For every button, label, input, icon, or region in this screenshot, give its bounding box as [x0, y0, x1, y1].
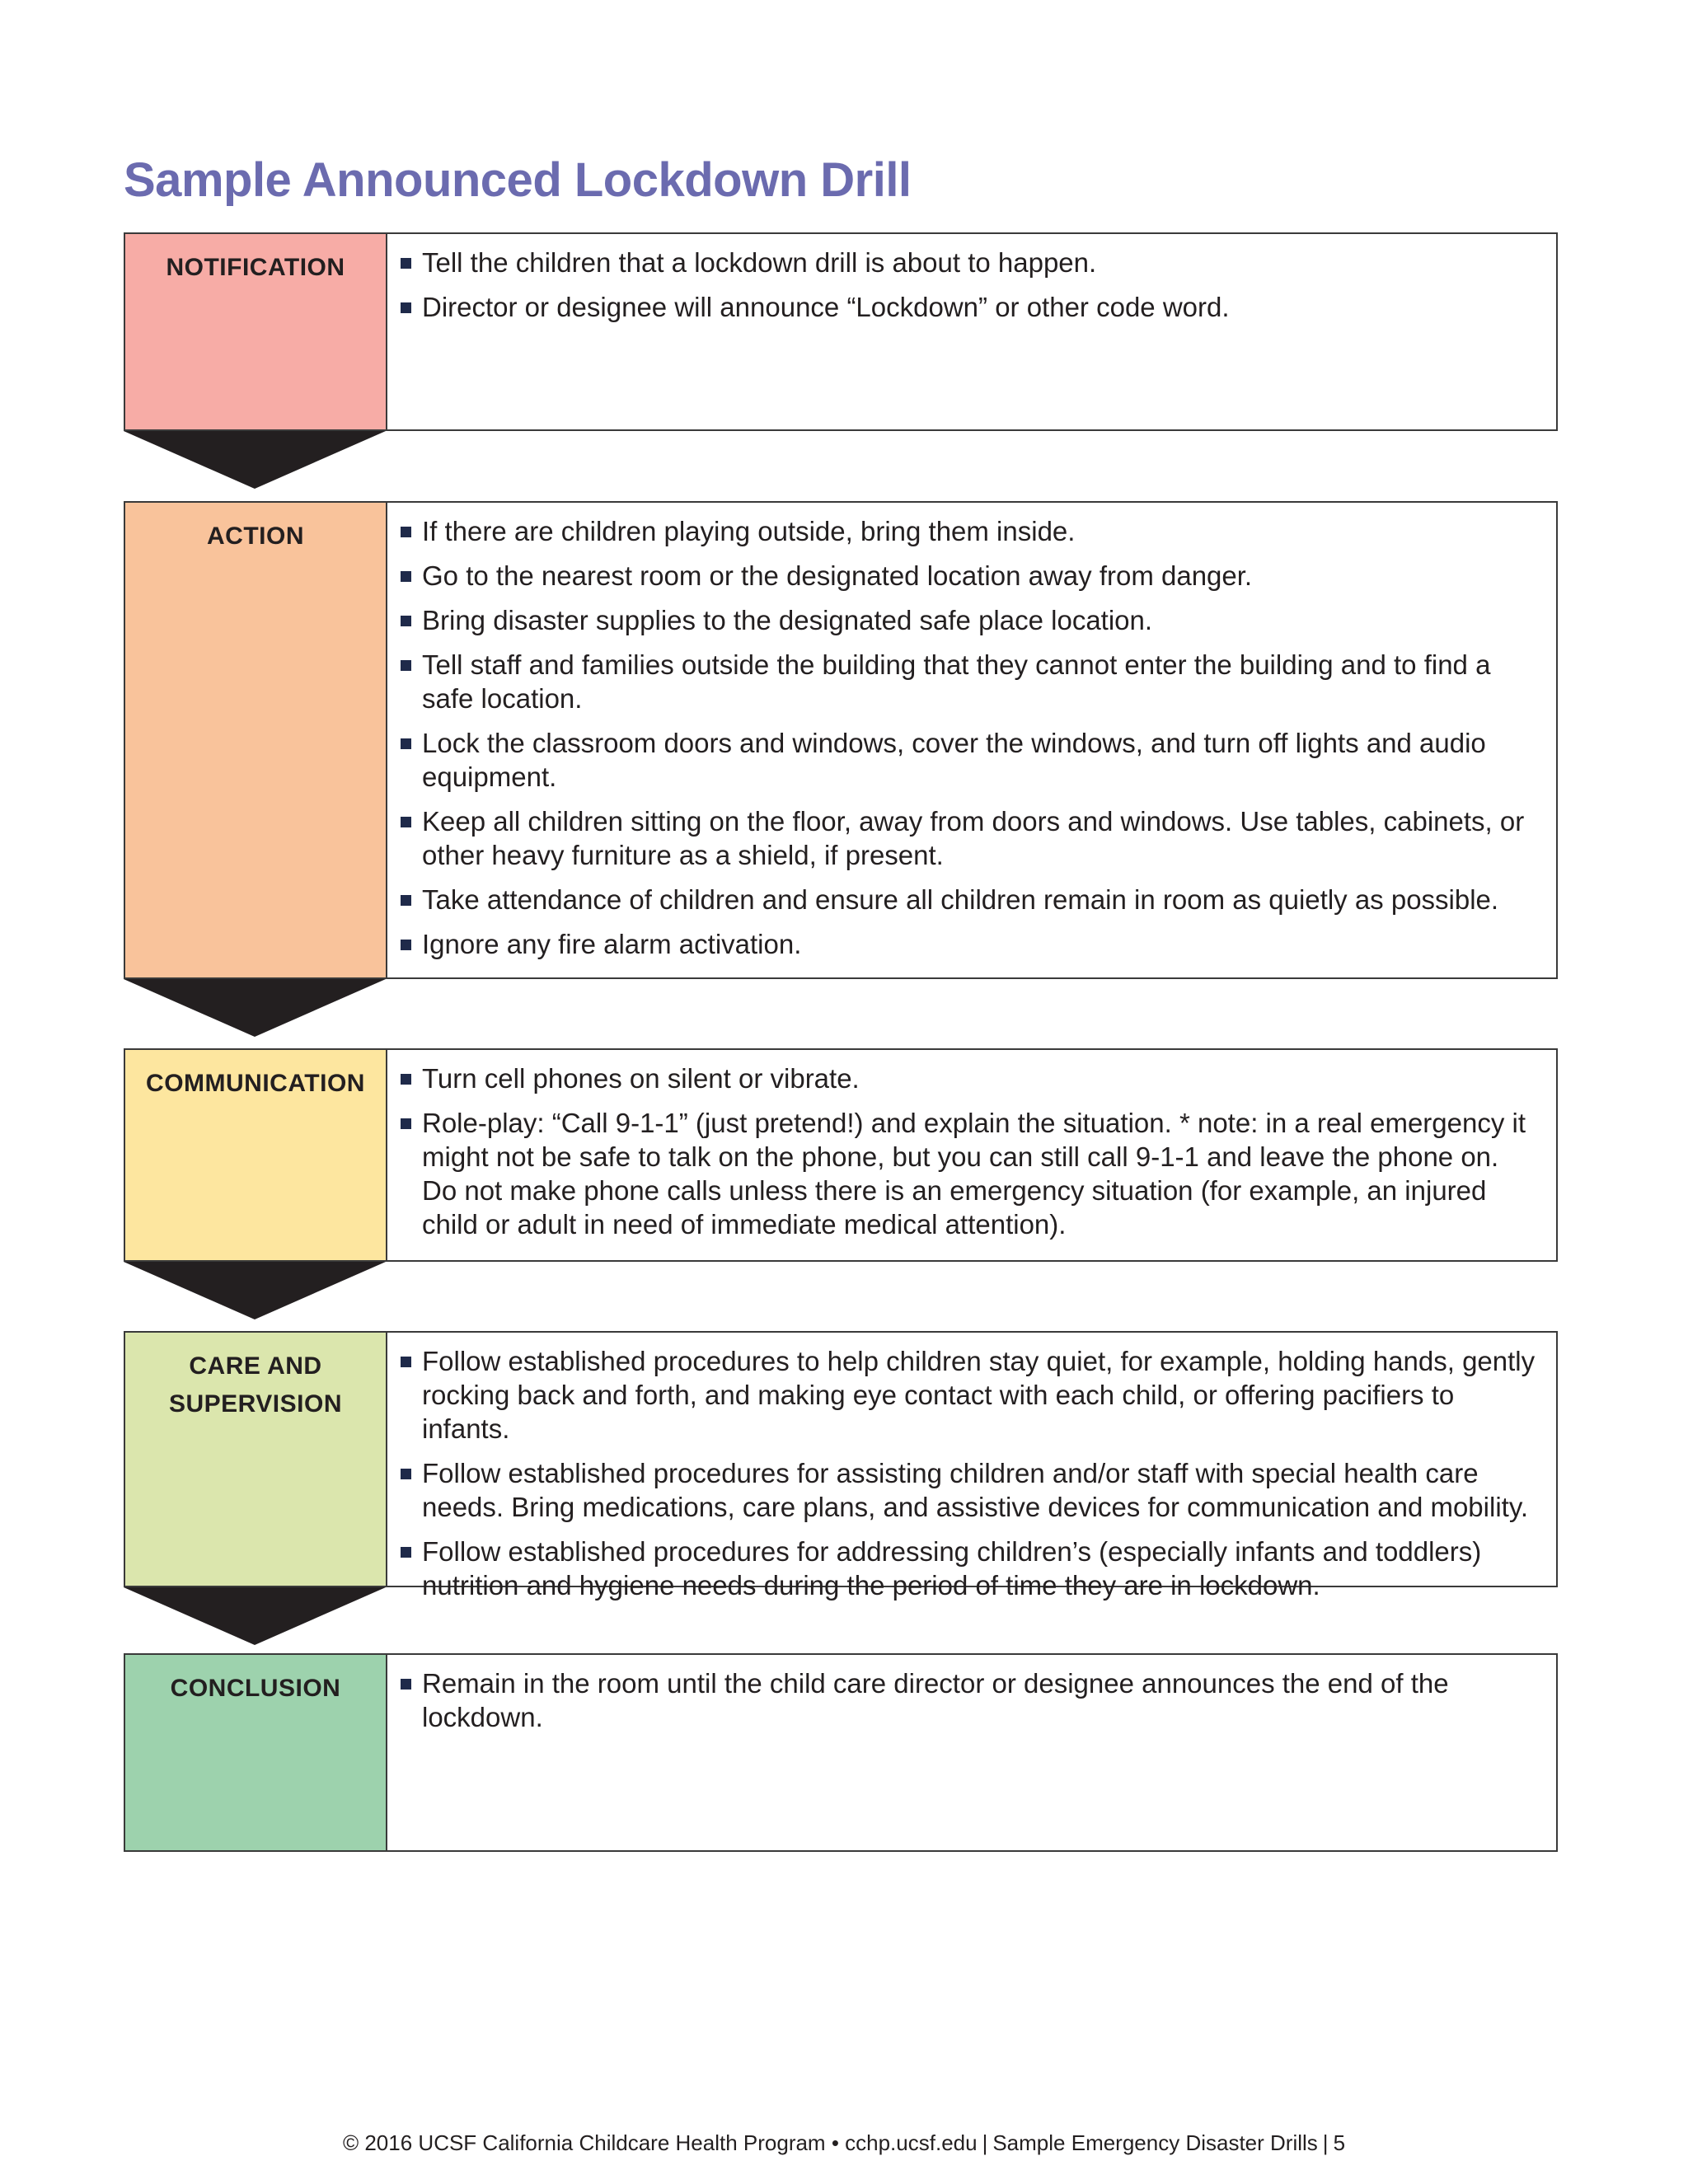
- list-item-text: Follow established procedures to help children stay quiet, for example, holding hands, gently rocking back and forth, and making eye contact with each child, or offering pacifiers to infants.: [422, 1346, 1536, 1444]
- list-item: [399, 1106, 1540, 1241]
- step-label: [125, 1333, 387, 1586]
- step-conclusion: [124, 1653, 1558, 1852]
- list-item-text: Ignore any fire alarm activation.: [422, 929, 802, 959]
- list-item: [399, 804, 1540, 872]
- bullet-list: [399, 1666, 1540, 1734]
- square-bullet-icon: [401, 527, 411, 537]
- list-item: [399, 290, 1540, 324]
- list-item-text: Keep all children sitting on the floor, away from doors and windows. Use tables, cabinets, or other heavy furniture as a shield, if present.: [422, 806, 1525, 870]
- list-item-text: Lock the classroom doors and windows, cover the windows, and turn off lights and audio equipment.: [422, 728, 1486, 792]
- square-bullet-icon: [401, 817, 411, 827]
- list-item: [399, 648, 1540, 715]
- list-item: [399, 1456, 1540, 1524]
- bullet-list: [399, 1062, 1540, 1241]
- step-care-and-supervision: [124, 1331, 1558, 1601]
- down-arrow-icon: [124, 1262, 386, 1319]
- step-label-line: ACTION: [207, 523, 304, 550]
- list-item: [399, 1535, 1540, 1602]
- list-item: [399, 726, 1540, 794]
- page-title: Sample Announced Lockdown Drill: [124, 153, 912, 207]
- list-item-text: If there are children playing outside, bring them inside.: [422, 516, 1076, 546]
- square-bullet-icon: [401, 895, 411, 906]
- down-arrow-icon: [124, 979, 386, 1037]
- bullet-list: [399, 246, 1540, 324]
- square-bullet-icon: [401, 616, 411, 626]
- footer-page-number: 5: [1333, 2130, 1346, 2155]
- list-item: [399, 927, 1540, 961]
- step-label-line: COMMUNICATION: [146, 1070, 365, 1097]
- list-item-text: Follow established procedures for assisting children and/or staff with special health care needs. Bring medications, care plans, and assistive devices for communication and mobility.: [422, 1458, 1529, 1522]
- step-label: [125, 503, 387, 977]
- step-body: [399, 514, 1540, 972]
- step-communication: [124, 1048, 1558, 1262]
- footer-separator: |: [1322, 2130, 1329, 2155]
- square-bullet-icon: [401, 738, 411, 749]
- list-item: [399, 246, 1540, 279]
- square-bullet-icon: [401, 302, 411, 313]
- list-item-text: Turn cell phones on silent or vibrate.: [422, 1063, 860, 1094]
- step-body: [399, 1344, 1540, 1613]
- step-body: [399, 246, 1540, 335]
- list-item: [399, 883, 1540, 916]
- list-item-text: Director or designee will announce “Lockdown” or other code word.: [422, 292, 1230, 322]
- list-item-text: Tell the children that a lockdown drill is about to happen.: [422, 247, 1097, 278]
- list-item-text: Role-play: “Call 9-1-1” (just pretend!) and explain the situation. * note: in a real emergency it might not be safe to talk on the phone, but you can still call 9-1-1 and leave the phone on. Do not make phone calls unless there is an emergency situation (for example, an injured child or adult in need of immediate medical attention).: [422, 1108, 1526, 1240]
- list-item-text: Follow established procedures for addressing children’s (especially infants and toddlers) nutrition and hygiene needs during the period of time they are in lockdown.: [422, 1536, 1482, 1601]
- list-item-text: Bring disaster supplies to the designated safe place location.: [422, 605, 1153, 635]
- step-label: [125, 1050, 387, 1260]
- list-item: [399, 603, 1540, 637]
- square-bullet-icon: [401, 571, 411, 582]
- square-bullet-icon: [401, 1357, 411, 1367]
- list-item-text: Remain in the room until the child care director or designee announces the end of the lockdown.: [422, 1668, 1449, 1732]
- step-label-line: SUPERVISION: [168, 1390, 342, 1418]
- square-bullet-icon: [401, 1469, 411, 1479]
- page-footer: [0, 2130, 1688, 2156]
- square-bullet-icon: [401, 940, 411, 950]
- step-notification: [124, 232, 1558, 431]
- square-bullet-icon: [401, 1679, 411, 1690]
- down-arrow-icon: [124, 1587, 386, 1645]
- bullet-list: [399, 514, 1540, 961]
- list-item-text: Tell staff and families outside the building that they cannot enter the building and to find a safe location.: [422, 649, 1491, 714]
- step-label-line: CONCLUSION: [170, 1675, 341, 1702]
- down-arrow-icon: [124, 431, 386, 489]
- list-item-text: Go to the nearest room or the designated location away from danger.: [422, 560, 1253, 591]
- list-item: [399, 559, 1540, 593]
- bullet-list: [399, 1344, 1540, 1602]
- square-bullet-icon: [401, 660, 411, 671]
- list-item-text: Take attendance of children and ensure all children remain in room as quietly as possible.: [422, 884, 1499, 915]
- list-item: [399, 514, 1540, 548]
- footer-copyright: © 2016 UCSF California Childcare Health Program • cchp.ucsf.edu: [342, 2130, 978, 2155]
- step-body: [399, 1062, 1540, 1252]
- list-item: [399, 1666, 1540, 1734]
- square-bullet-icon: [401, 1118, 411, 1129]
- step-label: [125, 1655, 387, 1850]
- square-bullet-icon: [401, 1074, 411, 1085]
- square-bullet-icon: [401, 258, 411, 269]
- square-bullet-icon: [401, 1547, 411, 1558]
- step-label: [125, 234, 387, 429]
- step-body: [399, 1666, 1540, 1745]
- step-label-line: CARE AND: [189, 1352, 322, 1380]
- footer-publication: Sample Emergency Disaster Drills: [992, 2130, 1318, 2155]
- step-label-line: NOTIFICATION: [166, 254, 345, 281]
- list-item: [399, 1344, 1540, 1446]
- footer-separator: |: [982, 2130, 988, 2155]
- step-action: [124, 501, 1558, 979]
- list-item: [399, 1062, 1540, 1095]
